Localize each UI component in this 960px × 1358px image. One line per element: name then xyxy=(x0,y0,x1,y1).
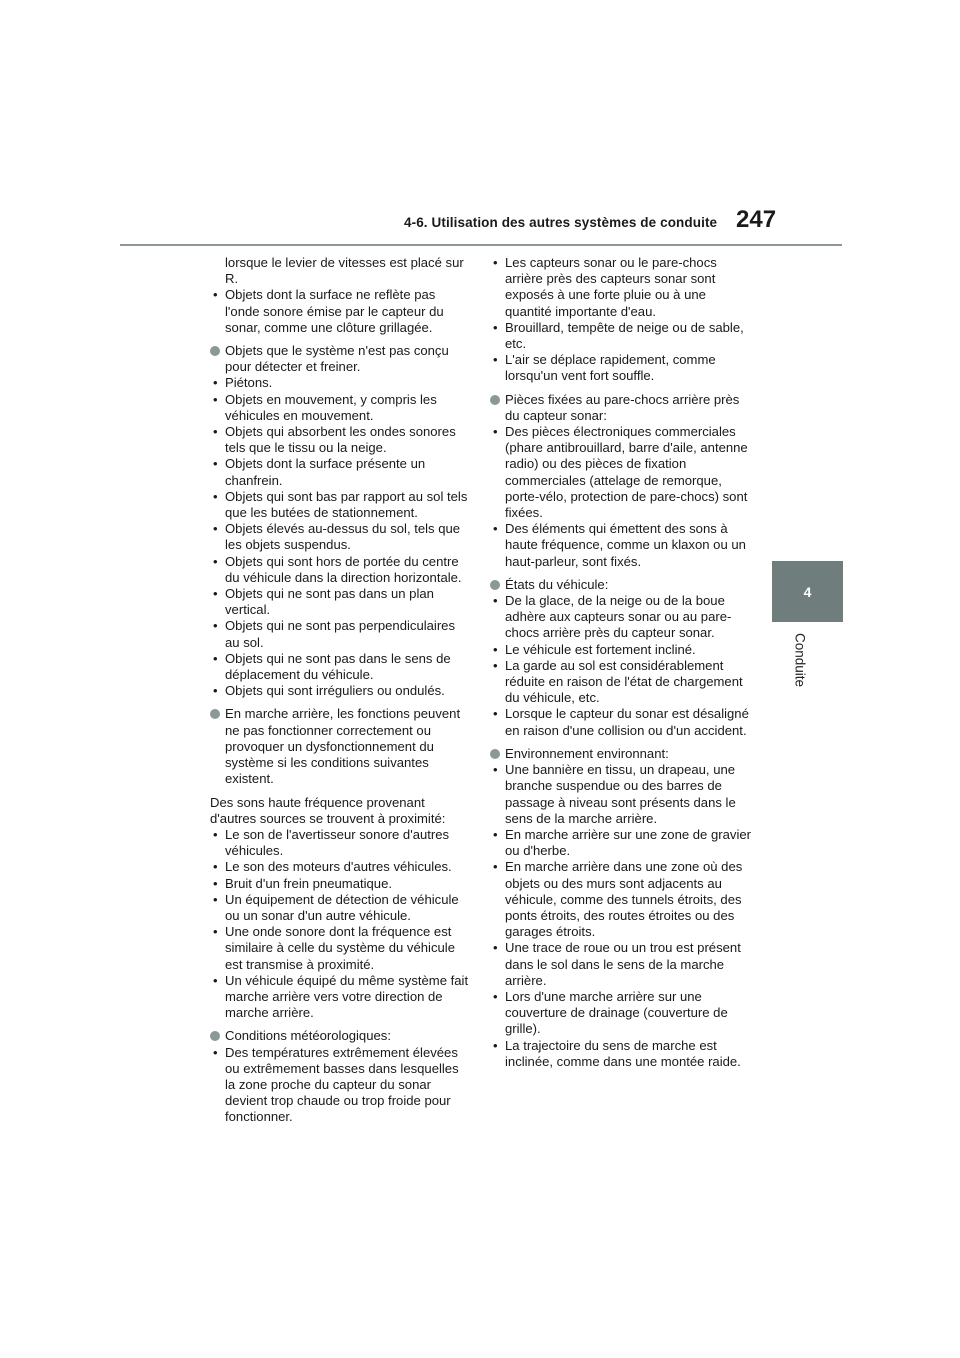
list-item: • Les capteurs sonar ou le pare-chocs arrière près des capteurs sonar sont exposés à une forte pluie ou à une quantité importante d'eau. xyxy=(490,255,755,320)
bullet-list xyxy=(210,287,472,336)
list-item: • Objets qui sont irréguliers ou ondulés. xyxy=(210,683,472,699)
section-bullet-icon xyxy=(210,1031,220,1041)
list-item: • Objets qui ne sont pas dans le sens de déplacement du véhicule. xyxy=(210,651,472,683)
continued-text: lorsque le levier de vitesses est placé sur R. xyxy=(225,255,464,287)
bullet-list xyxy=(210,827,472,1021)
list-item: • Objets qui ne sont pas dans un plan vertical. xyxy=(210,586,472,618)
list-item: • L'air se déplace rapidement, comme lorsqu'un vent fort souffle. xyxy=(490,352,755,384)
section-header-title: 4-6. Utilisation des autres systèmes de conduite xyxy=(404,215,718,230)
chapter-label: Conduite xyxy=(792,633,808,688)
chapter-tab xyxy=(772,561,843,622)
header-divider xyxy=(120,244,842,246)
section-bullet-icon xyxy=(210,346,220,356)
bullet-list xyxy=(490,1038,755,1070)
bullet-list xyxy=(210,1045,472,1126)
list-item: • En marche arrière sur une zone de gravier ou d'herbe. xyxy=(490,827,755,859)
list-item: • Objets en mouvement, y compris les véhicules en mouvement. xyxy=(210,392,472,424)
bullet-list xyxy=(490,593,755,739)
list-item: • Objets qui ne sont pas perpendiculaires au sol. xyxy=(210,618,472,650)
section-title: États du véhicule: xyxy=(505,576,609,592)
section-title: Environnement environnant: xyxy=(505,745,669,761)
list-item: • Brouillard, tempête de neige ou de sable, etc. xyxy=(490,320,755,352)
list-item: • Lorsque le capteur du sonar est désaligné en raison d'une collision ou d'un accident. xyxy=(490,706,755,738)
list-item: • Des éléments qui émettent des sons à haute fréquence, comme un klaxon ou un haut-parleur, sont fixés. xyxy=(490,521,755,570)
list-item: • La trajectoire du sens de marche est inclinée, comme dans une montée raide. xyxy=(490,1038,755,1070)
list-item: • Lors d'une marche arrière sur une couverture de drainage (couverture de grille). xyxy=(490,989,755,1038)
paragraph: Des sons haute fréquence provenant d'autres sources se trouvent à proximité: xyxy=(210,794,446,826)
list-item: • De la glace, de la neige ou de la boue adhère aux capteurs sonar ou au pare-chocs arrière près du capteur sonar. xyxy=(490,593,755,642)
list-item: • La garde au sol est considérablement réduite en raison de l'état de chargement du véhicule, etc. xyxy=(490,658,755,707)
list-item: • En marche arrière dans une zone où des objets ou des murs sont adjacents au véhicule, comme des tunnels étroits, des ponts étroits, des routes étroites ou des garages étroits. xyxy=(490,859,755,940)
list-item: • Piétons. xyxy=(210,375,472,391)
section-bullet-icon xyxy=(490,580,500,590)
bullet-list xyxy=(490,255,755,385)
chapter-number: 4 xyxy=(803,583,812,600)
section-bullet-icon xyxy=(490,749,500,759)
bullet-list xyxy=(210,375,472,699)
list-item: • Le véhicule est fortement incliné. xyxy=(490,642,755,658)
list-item: • Une bannière en tissu, un drapeau, une branche suspendue ou des barres de passage à niveau sont présents dans le sens de la marche arrière. xyxy=(490,762,755,827)
section-vehicle-states xyxy=(490,577,755,593)
list-item: • Des températures extrêmement élevées ou extrêmement basses dans lesquelles la zone proche du capteur du sonar devient trop chaude ou trop froide pour fonctionner. xyxy=(210,1045,472,1126)
list-item: • Objets qui absorbent les ondes sonores tels que le tissu ou la neige. xyxy=(210,424,472,456)
section-objects-not-detected xyxy=(210,343,472,375)
section-reverse-conditions xyxy=(210,706,472,787)
section-weather xyxy=(210,1028,472,1044)
list-item: • Objets qui sont hors de portée du centre du véhicule dans la direction horizontale. xyxy=(210,554,472,586)
list-item: • Objets qui sont bas par rapport au sol tels que les butées de stationnement. xyxy=(210,489,472,521)
section-bullet-icon xyxy=(490,395,500,405)
list-item: • Objets élevés au-dessus du sol, tels que les objets suspendus. xyxy=(210,521,472,553)
section-title: En marche arrière, les fonctions peuvent ne pas fonctionner correctement ou provoquer un dysfonctionnement du système si les conditions suivantes existent. xyxy=(225,706,461,787)
list-item: • Le son des moteurs d'autres véhicules. xyxy=(210,859,472,875)
list-item: • Une trace de roue ou un trou est présent dans le sol dans le sens de la marche arrière. xyxy=(490,940,755,989)
list-item: • Un véhicule équipé du même système fait marche arrière vers votre direction de marche arrière. xyxy=(210,973,472,1022)
list-item: • Bruit d'un frein pneumatique. xyxy=(210,876,472,892)
section-attached-parts xyxy=(490,392,755,424)
section-title: Pièces fixées au pare-chocs arrière près du capteur sonar: xyxy=(505,391,740,423)
list-item: • Des pièces électroniques commerciales (phare antibrouillard, barre d'aile, antenne radio) ou des pièces de fixation commerciales (attelage de remorque, porte-vélo, protection de pare-chocs) sont fixées. xyxy=(490,424,755,521)
section-environment xyxy=(490,746,755,762)
list-item: • Un équipement de détection de véhicule ou un sonar d'un autre véhicule. xyxy=(210,892,472,924)
section-title: Conditions météorologiques: xyxy=(225,1028,391,1044)
page-number: 247 xyxy=(736,206,777,233)
section-bullet-icon xyxy=(210,709,220,719)
right-column xyxy=(490,255,755,1070)
bullet-list xyxy=(490,424,755,570)
bullet-list xyxy=(490,762,755,1037)
list-item: • Une onde sonore dont la fréquence est similaire à celle du système du véhicule est transmise à proximité. xyxy=(210,924,472,973)
section-title: Objets que le système n'est pas conçu pour détecter et freiner. xyxy=(225,343,449,375)
left-column xyxy=(210,255,472,1126)
list-item: • Objets dont la surface ne reflète pas l'onde sonore émise par le capteur du sonar, comme une clôture grillagée. xyxy=(210,287,472,336)
list-item: • Objets dont la surface présente un chanfrein. xyxy=(210,456,472,488)
list-item: • Le son de l'avertisseur sonore d'autres véhicules. xyxy=(210,827,472,859)
